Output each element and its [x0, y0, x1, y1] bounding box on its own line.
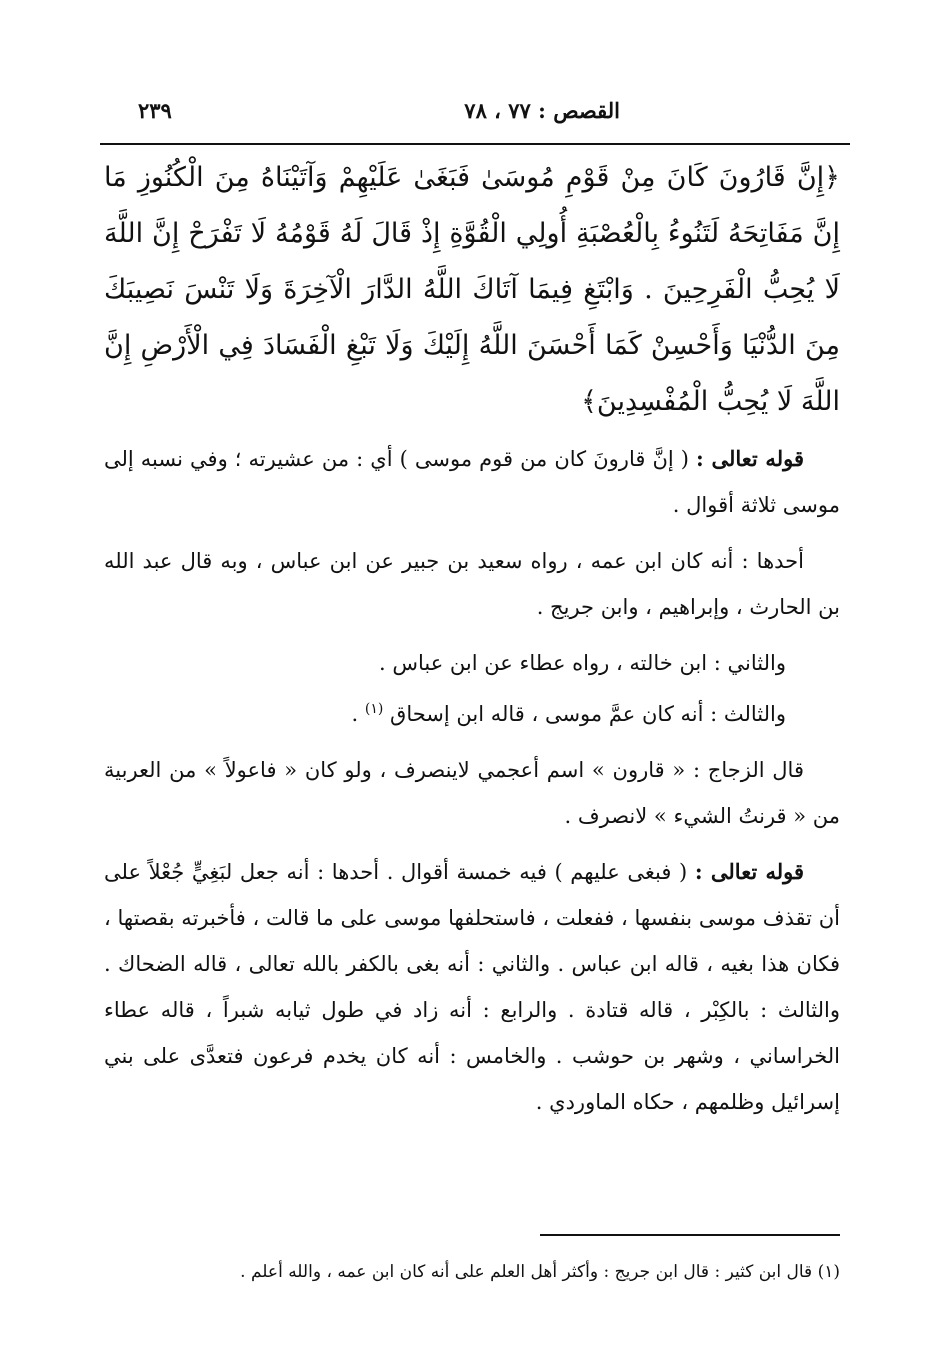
commentary-lead: قوله تعالى :: [696, 446, 804, 471]
sentence-end: .: [351, 702, 365, 726]
commentary-paragraph-6: [104, 849, 840, 1125]
footnote-divider: [540, 1234, 840, 1236]
commentary-text: ( فبغى عليهم ) فيه خمسة أقوال . أحدها : أنه جعل لبَغِيٍّ جُعْلاً على أن تقذف موسى بنفسها ، ففعلت ، فاستحلفها موسى على ما قالت ، فأخبرته بقصتها ، فكان هذا بغيه ، قاله ابن عباس . والثاني : أنه بغى بالكفر بالله تعالى ، قاله الضحاك . والثالث : بالكِبْر ، قاله قتادة . والرابع : أنه زاد في طول ثيابه شبراً ، قاله عطاء الخراساني ، وشهر بن حوشب . والخامس : أنه كان يخدم فرعون فتعدَّى على بني إسرائيل وظلمهم ، حكاه الماوردي .: [104, 860, 840, 1114]
commentary-text: ( إنَّ قارونَ كان من قوم موسى ) أي : من عشيرته ؛ وفي نسبه إلى موسى ثلاثة أقوال .: [104, 447, 840, 517]
commentary-paragraph-1: [104, 436, 840, 528]
commentary-lead: قوله تعالى :: [694, 859, 804, 884]
header-divider: [100, 143, 850, 145]
footnote-marker: (١): [364, 701, 384, 717]
quran-verse: ﴿إِنَّ قَارُونَ كَانَ مِنْ قَوْمِ مُوسَىٰ فَبَغَىٰ عَلَيْهِمْ وَآتَيْنَاهُ مِنَ الْكُنُوزِ مَا إِنَّ مَفَاتِحَهُ لَتَنُوءُ بِالْعُصْبَةِ أُولِي الْقُوَّةِ إِذْ قَالَ لَهُ قَوْمُهُ لَا تَفْرَحْ إِنَّ اللَّهَ لَا يُحِبُّ الْفَرِحِينَ . وَابْتَغِ فِيمَا آتَاكَ اللَّهُ الدَّارَ الْآخِرَةَ وَلَا تَنْسَ نَصِيبَكَ مِنَ الدُّنْيَا وَأَحْسِنْ كَمَا أَحْسَنَ اللَّهُ إِلَيْكَ وَلَا تَبْغِ الْفَسَادَ فِي الْأَرْضِ إِنَّ اللَّهَ لَا يُحِبُّ الْمُفْسِدِينَ﴾: [104, 162, 840, 417]
page-header: [100, 92, 850, 136]
commentary-text: والثالث : أنه كان عمَّ موسى ، قاله ابن إسحاق: [390, 702, 786, 726]
footnote: (١) قال ابن كثير : قال ابن جريج : وأكثر أهل العلم على أنه كان ابن عمه ، والله أعلم .: [240, 1262, 840, 1282]
commentary-paragraph-5: قال الزجاج : « قارون » اسم أعجمي لاينصرف ، ولو كان « فاعولاً » من العربية من « قرنتُ الشيء » لانصرف .: [104, 758, 840, 828]
commentary-paragraph-2: أحدها : أنه كان ابن عمه ، رواه سعيد بن جبير عن ابن عباس ، وبه قال عبد الله بن الحارث ، وإبراهيم ، وابن جريج .: [104, 549, 840, 619]
commentary-paragraph-4: [104, 686, 840, 737]
commentary-paragraph-3: والثاني : ابن خالته ، رواه عطاء عن ابن عباس .: [378, 651, 786, 675]
surah-reference: القصص : ٧٧ ، ٧٨: [464, 98, 620, 123]
page-number: ٢٣٩: [138, 98, 172, 123]
main-text: [104, 150, 840, 1135]
